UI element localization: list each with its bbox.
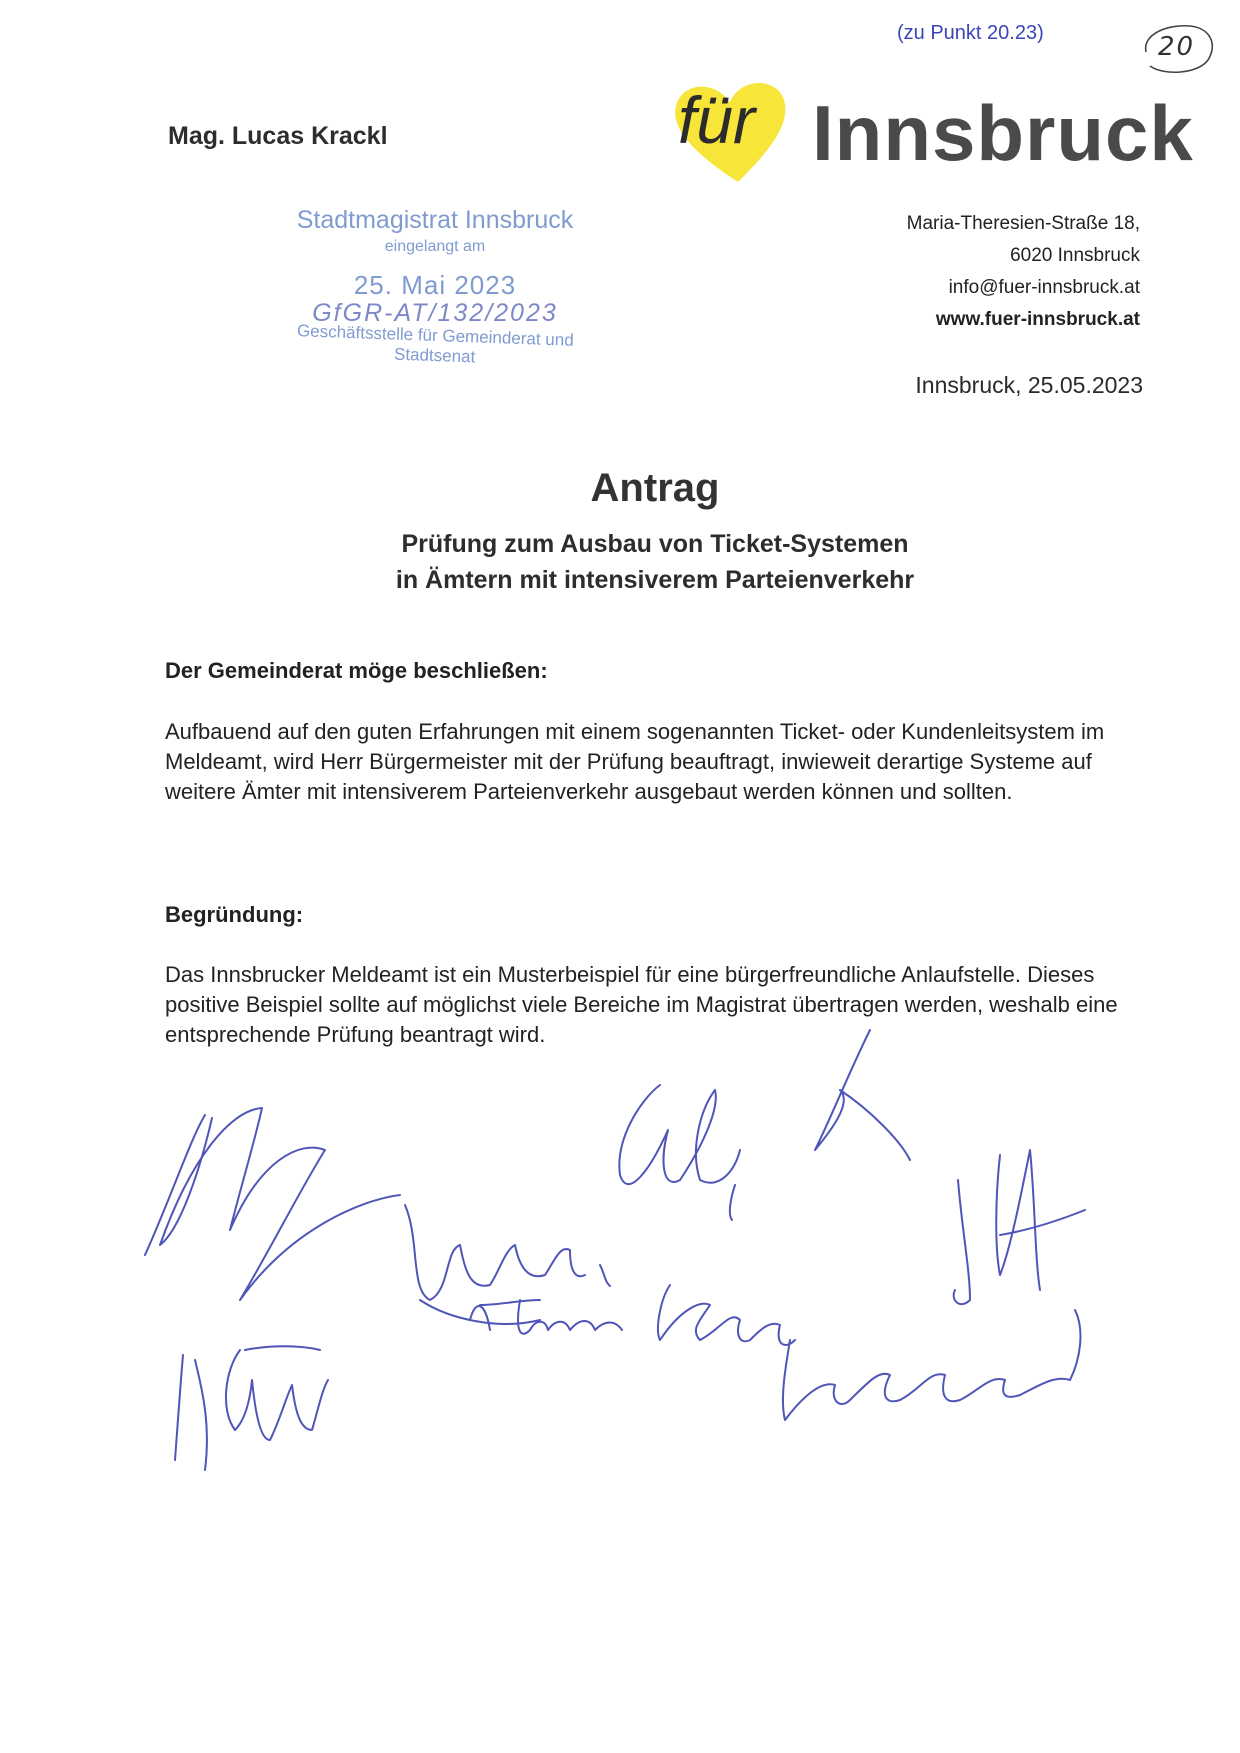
signature-5 [470, 1285, 795, 1345]
stamp-office: Geschäftsstelle für Gemeinderat und Stadtsenat [296, 321, 575, 367]
signature-2 [619, 1085, 740, 1220]
address-email: info@fuer-innsbruck.at [948, 277, 1140, 298]
subtitle-line-2: in Ämtern mit intensiverem Parteienverkehr [395, 566, 915, 594]
signature-6 [954, 1150, 1085, 1304]
reason-text: Das Innsbrucker Meldeamt ist ein Musterbeispiel für eine bürgerfreundliche Anlaufstelle. Dieses positive Beispiel sollte auf möglichst viele Bereiche im Magistrat übertragen werden, weshalb eine entsprechende Prüfung beantragt wird. [165, 962, 1118, 1047]
logo-prefix: für [678, 83, 756, 157]
subtitle-line-1: Prüfung zum Ausbau von Ticket-Systemen [401, 530, 909, 558]
signature-4 [405, 1205, 610, 1324]
address-web: www.fuer-innsbruck.at [935, 309, 1140, 330]
reason-heading: Begründung: [165, 902, 304, 927]
address-city: 6020 Innsbruck [1010, 245, 1140, 266]
author-name: Mag. Lucas Krackl [168, 122, 388, 150]
signature-3 [815, 1030, 910, 1160]
stamp-title: Stadtmagistrat Innsbruck [296, 206, 574, 234]
motion-text: Aufbauend auf den guten Erfahrungen mit einem sogenannten Ticket- oder Kundenleitsystem im Meldeamt, wird Herr Bürgermeister mit der Prüfung beauftragt, inwieweit derartige Systeme auf weitere Ämter mit intensiverem Parteienverkehr ausgebaut werden können und sollten. [165, 719, 1105, 804]
logo-name: Innsbruck [812, 89, 1194, 177]
page-number: 20 [1158, 32, 1196, 62]
motion-heading: Der Gemeinderat möge beschließen: [165, 658, 548, 683]
document-title: Antrag [590, 466, 720, 510]
place-date: Innsbruck, 25.05.2023 [915, 372, 1143, 398]
stamp-subtitle: eingelangt am [384, 238, 486, 255]
reference-note: (zu Punkt 20.23) [897, 22, 1044, 44]
signature-7 [783, 1310, 1081, 1420]
stamp-reference: GfGR-AT/132/2023 [312, 299, 558, 327]
stamp-date: 25. Mai 2023 [353, 270, 517, 300]
signature-1 [145, 1108, 400, 1300]
address-street: Maria-Theresien-Straße 18, [906, 213, 1140, 234]
signature-8 [175, 1346, 328, 1470]
